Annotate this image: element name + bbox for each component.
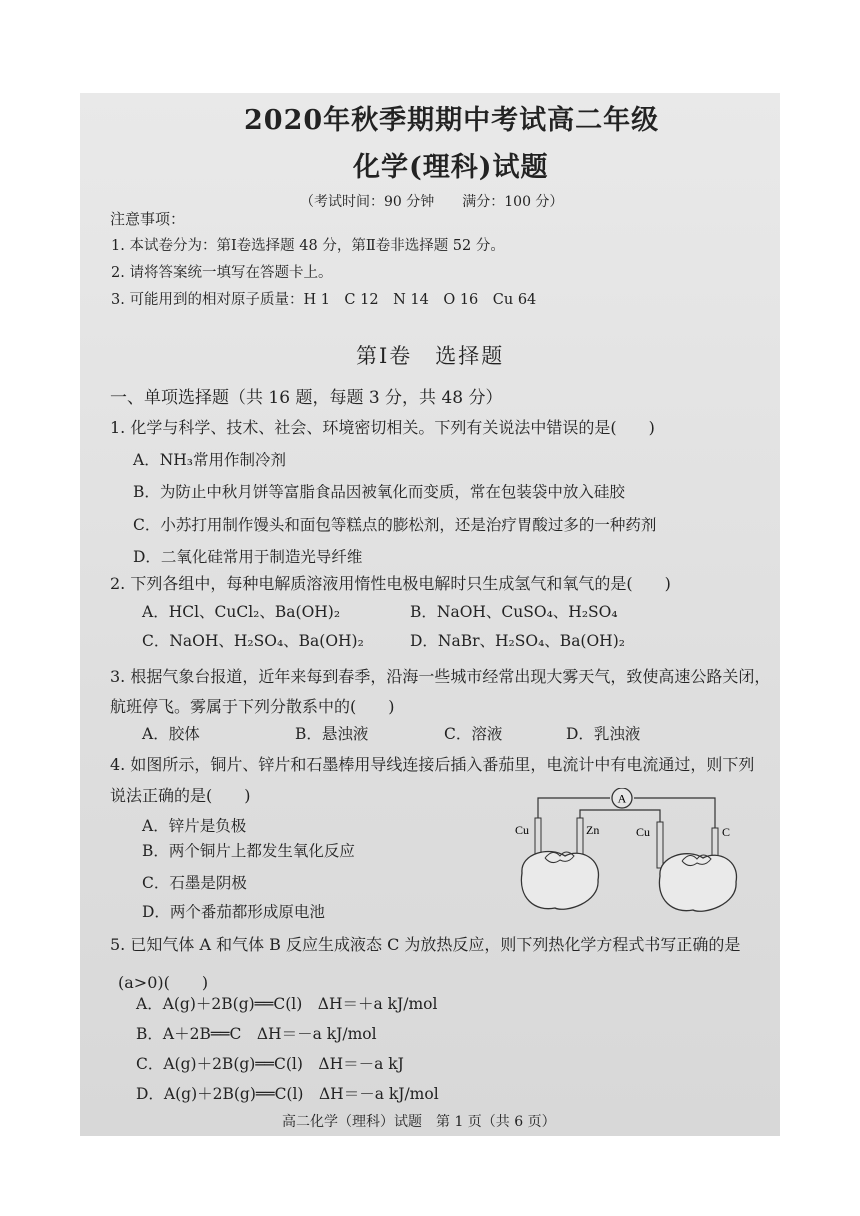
part-heading: 一、单项选择题（共 16 题，每题 3 分，共 48 分）	[110, 388, 503, 408]
question-1-option-c: C．小苏打用制作馒头和面包等糕点的膨松剂，还是治疗胃酸过多的一种药剂	[133, 516, 657, 534]
question-5-option-c: C．A(g)＋2B(g)══C(l) ΔH＝－a kJ	[136, 1055, 404, 1073]
question-4-stem-line2: 说法正确的是( )	[110, 786, 251, 805]
svg-text:Cu: Cu	[515, 823, 530, 837]
exam-title: 2020年秋季期期中考试高二年级	[244, 105, 660, 136]
svg-text:C: C	[722, 825, 731, 839]
question-5-stem-line2: (a>0)( )	[118, 973, 209, 992]
question-1-stem: 1. 化学与科学、技术、社会、环境密切相关。下列有关说法中错误的是( )	[110, 418, 655, 437]
question-4-option-d: D．两个番茄都形成原电池	[142, 903, 325, 921]
question-4-option-a: A．锌片是负极	[142, 817, 247, 835]
exam-meta: （考试时间：90 分钟 满分：100 分）	[300, 194, 564, 210]
question-5-option-a: A．A(g)＋2B(g)══C(l) ΔH＝＋a kJ/mol	[136, 995, 438, 1013]
page-footer: 高二化学（理科）试题 第 1 页（共 6 页）	[282, 1114, 556, 1130]
tomato-icon	[659, 854, 736, 912]
exam-subtitle: 化学(理科)试题	[353, 152, 549, 183]
question-2-stem: 2. 下列各组中，每种电解质溶液用惰性电极电解时只生成氢气和氧气的是( )	[110, 574, 671, 593]
svg-text:Zn: Zn	[586, 823, 600, 837]
question-3-option-d: D．乳浊液	[566, 725, 641, 743]
question-1-option-a: A．NH₃常用作制冷剂	[133, 451, 286, 469]
question-4-option-b: B．两个铜片上都发生氧化反应	[142, 842, 355, 860]
question-4-stem: 4. 如图所示，铜片、锌片和石墨棒用导线连接后插入番茄里，电流计中有电流通过，则下列	[110, 755, 755, 774]
notes-heading: 注意事项：	[110, 210, 186, 228]
question-3-option-b: B．悬浊液	[295, 725, 369, 743]
section-title: 第Ⅰ卷 选择题	[356, 344, 505, 368]
question-5-option-d: D．A(g)＋2B(g)══C(l) ΔH＝－a kJ/mol	[136, 1085, 439, 1103]
question-5-stem: 5. 已知气体 A 和气体 B 反应生成液态 C 为放热反应，则下列热化学方程式书写正确的是	[110, 935, 741, 954]
question-3-option-a: A．胶体	[142, 725, 200, 743]
note-item: 1. 本试卷分为：第Ⅰ卷选择题 48 分，第Ⅱ卷非选择题 52 分。	[111, 238, 505, 254]
svg-text:A: A	[617, 791, 627, 806]
tomato-battery-diagram	[510, 788, 750, 918]
question-2-option-b: B．NaOH、CuSO₄、H₂SO₄	[410, 603, 618, 621]
svg-text:Cu: Cu	[636, 825, 651, 839]
question-3-option-c: C．溶液	[444, 725, 503, 743]
question-3-stem-line2: 航班停飞。雾属于下列分散系中的( )	[110, 697, 395, 716]
note-item: 3. 可能用到的相对原子质量：H 1 C 12 N 14 O 16 Cu 64	[111, 292, 537, 308]
question-2-option-a: A．HCl、CuCl₂、Ba(OH)₂	[142, 603, 341, 621]
question-3-stem: 3. 根据气象台报道，近年来每到春季，沿海一些城市经常出现大雾天气，致使高速公路关闭，	[110, 667, 771, 686]
question-2-option-c: C．NaOH、H₂SO₄、Ba(OH)₂	[142, 632, 364, 650]
note-item: 2. 请将答案统一填写在答题卡上。	[111, 265, 333, 281]
question-5-option-b: B．A＋2B══C ΔH＝－a kJ/mol	[136, 1025, 377, 1043]
question-1-option-b: B．为防止中秋月饼等富脂食品因被氧化而变质，常在包装袋中放入硅胶	[133, 483, 625, 501]
question-1-option-d: D．二氧化硅常用于制造光导纤维	[133, 548, 363, 566]
question-2-option-d: D．NaBr、H₂SO₄、Ba(OH)₂	[410, 632, 625, 650]
question-4-option-c: C．石墨是阴极	[142, 874, 247, 892]
